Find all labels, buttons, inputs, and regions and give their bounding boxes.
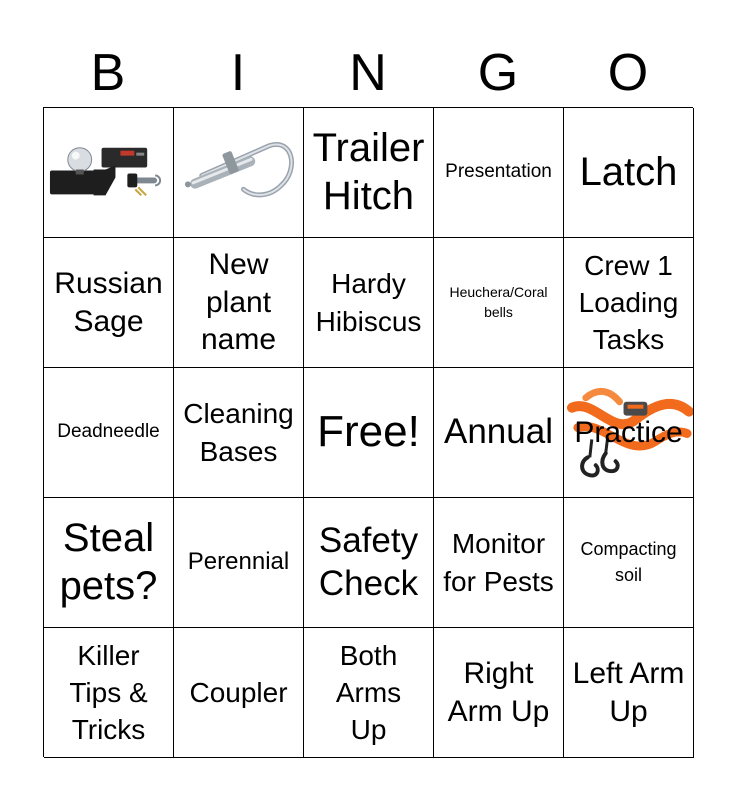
cell-label: Russian Sage bbox=[54, 267, 163, 338]
cell-label: Monitor for Pests bbox=[443, 528, 554, 597]
bingo-cell-r3c3[interactable] bbox=[304, 368, 434, 498]
bingo-cell-r2c1[interactable] bbox=[44, 238, 174, 368]
bingo-cell-r2c2[interactable] bbox=[174, 238, 304, 368]
bingo-header bbox=[43, 40, 693, 106]
bingo-cell-r4c1[interactable] bbox=[44, 498, 174, 628]
bingo-cell-r5c2[interactable] bbox=[174, 628, 304, 758]
bingo-cell-r2c5[interactable] bbox=[564, 238, 694, 368]
cell-label: Coupler bbox=[189, 676, 288, 708]
bingo-cell-r5c5[interactable] bbox=[564, 628, 694, 758]
bingo-cell-r1c1[interactable] bbox=[44, 108, 174, 238]
header-letter-b: B bbox=[90, 44, 126, 102]
bingo-cell-r3c1[interactable] bbox=[44, 368, 174, 498]
cell-label: Crew 1 Loading Tasks bbox=[578, 249, 679, 356]
bingo-cell-r4c4[interactable] bbox=[434, 498, 564, 628]
cell-label: Deadneedle bbox=[57, 421, 160, 443]
bingo-cell-r4c5[interactable] bbox=[564, 498, 694, 628]
cell-label: Right Arm Up bbox=[447, 657, 550, 728]
cell-label: Presentation bbox=[445, 161, 552, 183]
bingo-cell-r1c4[interactable] bbox=[434, 108, 564, 238]
bingo-cell-r1c2[interactable] bbox=[174, 108, 304, 238]
cell-label: Practice bbox=[574, 415, 683, 449]
bingo-cell-r4c3[interactable] bbox=[304, 498, 434, 628]
cell-label: Perennial bbox=[187, 548, 290, 576]
cell-label: Steal pets? bbox=[59, 516, 158, 608]
header-letter-n: N bbox=[349, 44, 387, 102]
cell-label: Killer Tips & Tricks bbox=[69, 639, 148, 746]
cell-label: Compacting soil bbox=[580, 539, 677, 585]
bingo-cell-r1c5[interactable] bbox=[564, 108, 694, 238]
cell-label: Cleaning Bases bbox=[183, 398, 294, 467]
cell-label: Left Arm Up bbox=[572, 657, 685, 728]
bingo-cell-r3c5[interactable] bbox=[564, 368, 694, 498]
bingo-cell-r1c3[interactable] bbox=[304, 108, 434, 238]
header-letter-g: G bbox=[477, 44, 519, 102]
cell-label: Latch bbox=[579, 149, 678, 194]
bingo-cell-r5c1[interactable] bbox=[44, 628, 174, 758]
bingo-grid bbox=[43, 107, 693, 757]
bingo-cell-r3c4[interactable] bbox=[434, 368, 564, 498]
cell-label: Safety Check bbox=[318, 520, 419, 603]
cell-label: Heuchera/Coral bells bbox=[449, 283, 548, 320]
cell-label: Hardy Hibiscus bbox=[315, 268, 422, 337]
bingo-cell-r5c3[interactable] bbox=[304, 628, 434, 758]
cell-label: New plant name bbox=[200, 248, 277, 357]
bingo-cell-r3c2[interactable] bbox=[174, 368, 304, 498]
bingo-cell-r2c3[interactable] bbox=[304, 238, 434, 368]
header-letter-o: O bbox=[607, 44, 649, 102]
trailer-hitch-ball-mount-icon bbox=[44, 108, 173, 237]
cell-label: Both Arms Up bbox=[335, 639, 402, 746]
free-space-label: Free! bbox=[317, 407, 420, 457]
bingo-cell-r2c4[interactable] bbox=[434, 238, 564, 368]
cell-label: Annual bbox=[444, 412, 553, 452]
bingo-cell-r5c4[interactable] bbox=[434, 628, 564, 758]
hitch-pin-clip-icon bbox=[174, 108, 303, 237]
bingo-cell-r4c2[interactable] bbox=[174, 498, 304, 628]
cell-overlay bbox=[564, 368, 693, 497]
cell-label: Trailer Hitch bbox=[312, 126, 425, 218]
header-letter-i: I bbox=[230, 44, 246, 102]
